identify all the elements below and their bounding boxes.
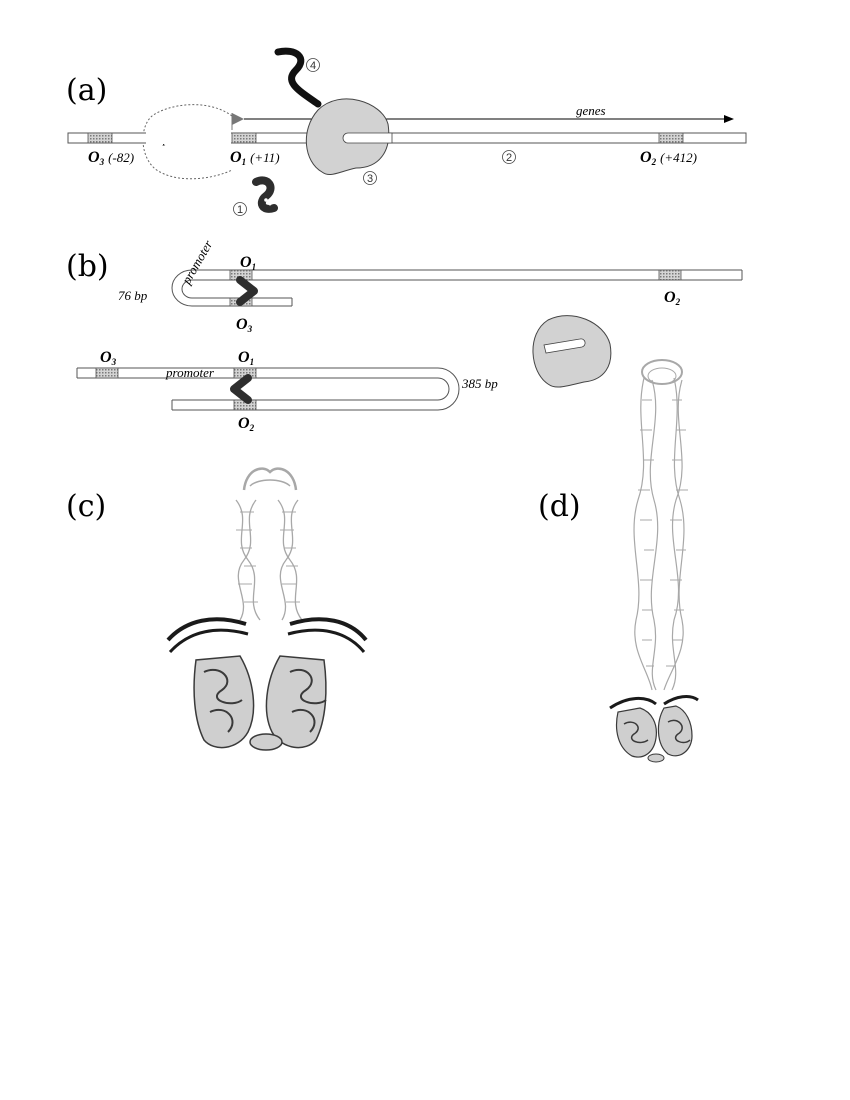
o2-label-b-bottom: O2 xyxy=(238,415,255,433)
o1-label-a: O1 (+11) xyxy=(230,149,280,167)
repressor-bridge-385 xyxy=(234,378,248,400)
svg-text:3: 3 xyxy=(366,173,374,185)
operator-o1-box xyxy=(232,133,256,143)
repressor-d xyxy=(610,697,698,762)
repressor-left-c xyxy=(168,619,254,747)
dna-loop-helix-d xyxy=(634,360,688,690)
dna-loop-helix-c xyxy=(236,469,302,620)
operator-o2-box-b-top xyxy=(659,270,681,280)
svg-text:1: 1 xyxy=(236,204,244,216)
marker-2 xyxy=(503,151,516,165)
operator-o2-box xyxy=(659,133,683,143)
lac-repressor-free xyxy=(256,180,274,209)
rna-polymerase-free xyxy=(533,316,611,387)
dna-loop-385-outer xyxy=(77,368,459,410)
operator-o3-box xyxy=(88,133,112,143)
o1-label-b-top: O1 xyxy=(240,254,257,272)
transcription-start-flag-icon xyxy=(232,113,244,125)
repressor-right-c xyxy=(266,619,366,747)
o3-label-b-bottom: O3 xyxy=(100,349,117,367)
panel-c xyxy=(66,469,366,750)
svg-text:2: 2 xyxy=(505,152,513,164)
loop-76-length: 76 bp xyxy=(118,288,148,303)
repressor-core-c xyxy=(250,734,282,750)
o3-label-a: O3 (-82) xyxy=(88,149,135,167)
o2-label-b-top: O2 xyxy=(664,289,681,307)
panel-a-label: (a) xyxy=(66,73,108,108)
genes-label: genes xyxy=(576,103,606,118)
operator-o3-box-b-bottom xyxy=(96,368,118,378)
dna-loop-385-inner xyxy=(77,378,449,400)
panel-c-label: (c) xyxy=(66,489,107,524)
promoter-gap xyxy=(146,132,231,144)
marker-3 xyxy=(364,172,377,186)
svg-text:4: 4 xyxy=(309,60,317,72)
polymerase-dna-channel xyxy=(343,133,392,143)
panel-a xyxy=(66,51,746,216)
panel-b-label: (b) xyxy=(66,249,109,284)
o3-label-b-top: O3 xyxy=(236,316,253,334)
panel-d-label: (d) xyxy=(538,489,581,524)
panel-d xyxy=(538,360,698,762)
promoter-label-b-top: promoter xyxy=(178,237,216,287)
promoter-label-b-bottom: promoter xyxy=(166,365,214,380)
marker-4 xyxy=(307,59,320,73)
marker-1 xyxy=(234,203,247,217)
o1-label-b-bottom: O1 xyxy=(238,349,255,367)
dna-loop-76-outer xyxy=(172,270,742,306)
loop-385-length: 385 bp xyxy=(462,376,498,391)
dna-loop-76-inner xyxy=(182,280,742,298)
o2-label-a: O2 (+412) xyxy=(640,149,697,167)
